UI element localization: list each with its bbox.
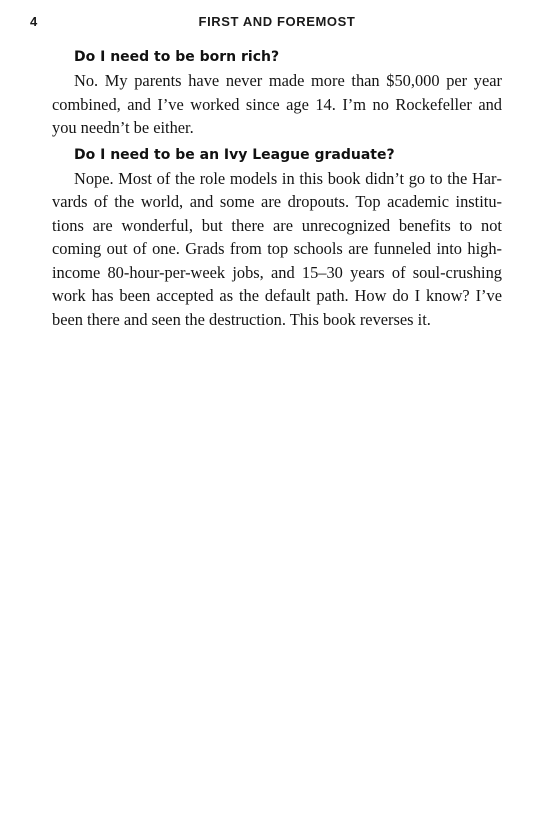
page-number: 4 xyxy=(30,14,38,29)
question-heading-ivy-league: Do I need to be an Ivy League graduate? xyxy=(74,146,395,163)
question-heading-born-rich: Do I need to be born rich? xyxy=(74,49,280,65)
running-head xyxy=(30,14,524,36)
answer-paragraph-ivy-league: Nope. Most of the role models in this book didn’t go to the Harvards of the world, and some are dropouts. Top academic institutions are wonderful, but there are unrecognized benefits to not coming out of one. Grads from top schools are funneled into high-income 80-hour-per-week jobs, and 15–30 years of soul-crushing work has been accepted as the default path. How do I know? I’ve been there and seen the destruction. This book reverses it. xyxy=(52,168,502,329)
body-text xyxy=(52,45,502,334)
answer-paragraph-born-rich: No. My parents have never made more than $50,000 per year combined, and I’ve worked since age 14. I’m no Rockefeller and you needn’t be either. xyxy=(52,71,502,137)
running-title: FIRST AND FOREMOST xyxy=(198,14,356,29)
